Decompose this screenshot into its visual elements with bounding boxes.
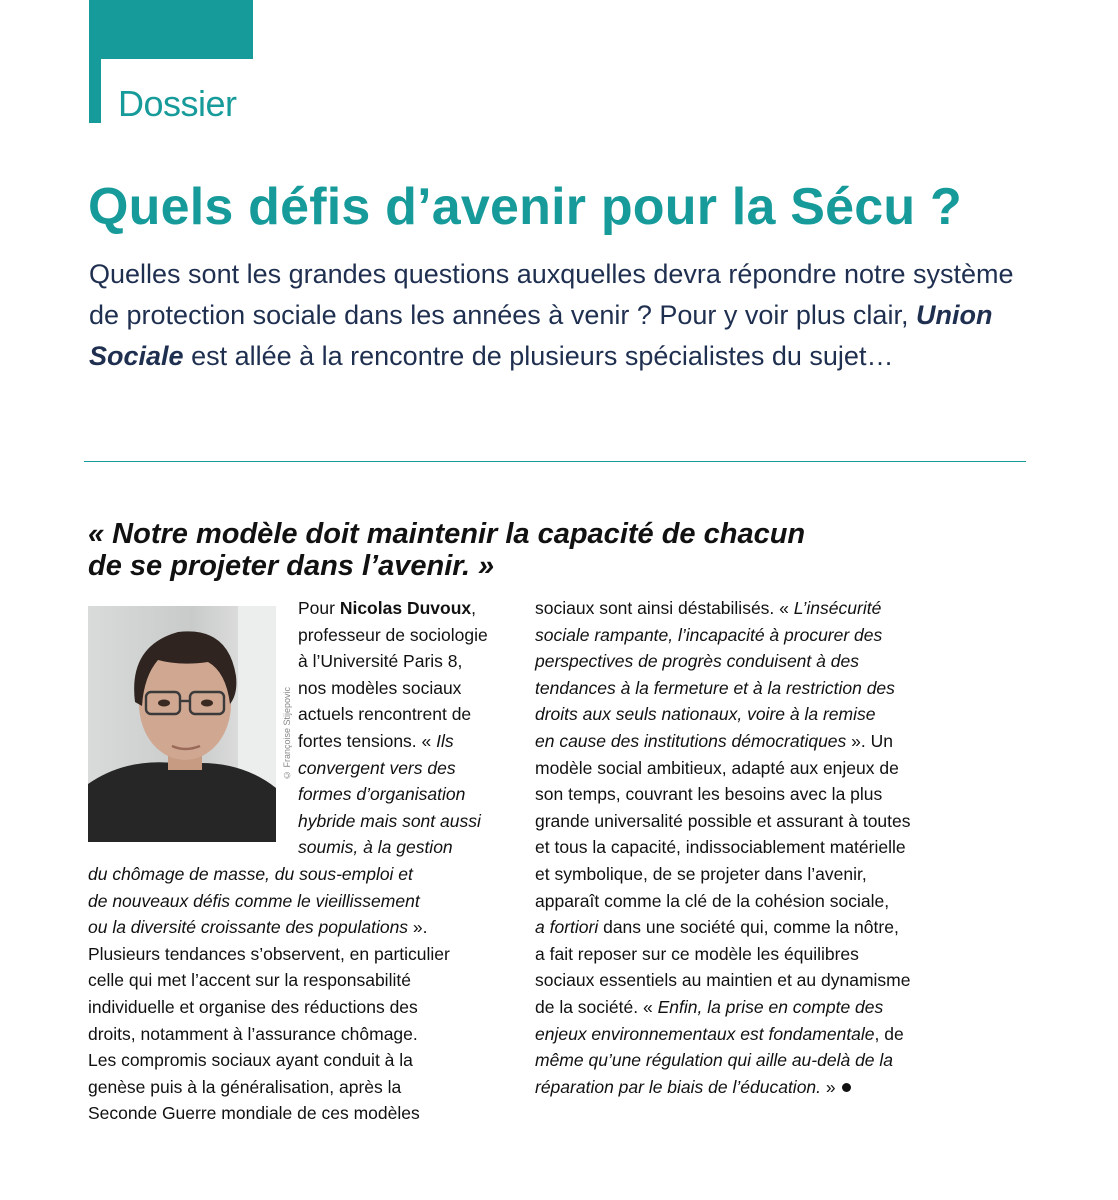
text-line: sociaux essentiels au maintien et au dynamisme <box>535 970 911 991</box>
section-tab-block <box>89 0 253 59</box>
text-line: a fortiori dans une société qui, comme la nôtre, <box>535 917 899 938</box>
text-line: convergent vers des <box>298 757 456 778</box>
text-line: nos modèles sociaux <box>298 677 462 698</box>
text-line: enjeux environnementaux est fondamentale, de <box>535 1023 904 1044</box>
section-tab-bar <box>89 59 101 123</box>
text-line: hybride mais sont aussi <box>298 810 481 831</box>
text-line: sociale rampante, l’incapacité à procurer des <box>535 624 883 645</box>
text-line: Pour Nicolas Duvoux, <box>298 598 476 618</box>
text-line: genèse puis à la généralisation, après la <box>88 1076 402 1097</box>
text-line: et tous la capacité, indissociablement matérielle <box>535 837 906 858</box>
text-line: même qu’une régulation qui aille au-delà de la <box>535 1050 894 1071</box>
text-line: fortes tensions. « Ils <box>298 730 454 751</box>
text-line: tendances à la fermeture et à la restriction des <box>535 677 895 698</box>
text-line: en cause des institutions démocratiques ». Un <box>535 730 893 751</box>
text-line: soumis, à la gestion <box>298 837 453 858</box>
text-line: a fait reposer sur ce modèle les équilibres <box>535 943 859 964</box>
interviewee-name: Nicolas Duvoux <box>339 598 472 618</box>
text-line: droits aux seuls nationaux, voire à la remise <box>535 704 876 725</box>
intro-text-end: est allée à la rencontre de plusieurs spécialistes du sujet… <box>183 341 894 371</box>
text-line: apparaît comme la clé de la cohésion sociale, <box>535 890 890 911</box>
text-line: formes d’organisation <box>298 784 466 805</box>
text-line: de la société. « Enfin, la prise en compte des <box>535 996 884 1017</box>
body-column-right <box>535 595 911 1100</box>
section-label: Dossier <box>118 83 237 124</box>
text-line: son temps, couvrant les besoins avec la plus <box>535 784 883 805</box>
pull-quote-line: de se projeter dans l’avenir. » <box>88 550 495 582</box>
text-line: Les compromis sociaux ayant conduit à la <box>88 1050 413 1071</box>
section-divider <box>84 461 1026 462</box>
text-line: de nouveaux défis comme le vieillissement <box>88 890 420 911</box>
text-line: Plusieurs tendances s’observent, en particulier <box>88 943 450 964</box>
text-line: actuels rencontrent de <box>298 704 472 725</box>
text-line: grande universalité possible et assurant à toutes <box>535 810 911 831</box>
text-line: professeur de sociologie <box>298 624 488 645</box>
body-column-left-upper <box>298 595 488 861</box>
intro-text: Quelles sont les grandes questions auxquelles devra répondre notre système de protection sociale dans les années à venir ? Pour y voir plus clair, <box>89 259 1014 330</box>
portrait-photo <box>88 606 276 842</box>
article-intro <box>89 254 1049 377</box>
text-line: modèle social ambitieux, adapté aux enjeux de <box>535 757 899 778</box>
text-line: Seconde Guerre mondiale de ces modèles <box>88 1103 420 1124</box>
text-line: réparation par le biais de l’éducation. » <box>535 1074 911 1101</box>
publication-name: Union Sociale <box>89 300 993 371</box>
article-title: Quels défis d’avenir pour la Sécu ? <box>88 178 962 236</box>
text-line: ou la diversité croissante des populations ». <box>88 917 428 938</box>
photo-credit: © Françoise Stijepovic <box>282 686 292 780</box>
text-line: sociaux sont ainsi déstabilisés. « L’insécurité <box>535 598 882 618</box>
text-line: et symbolique, de se projeter dans l’avenir, <box>535 863 867 884</box>
text-line: du chômage de masse, du sous-emploi et <box>88 864 413 884</box>
end-of-article-bullet <box>842 1083 851 1092</box>
text-line: celle qui met l’accent sur la responsabilité <box>88 970 411 991</box>
body-column-left-lower <box>88 861 450 1127</box>
pull-quote <box>88 518 805 582</box>
text-line: individuelle et organise des réductions des <box>88 996 418 1017</box>
text-line: perspectives de progrès conduisent à des <box>535 651 859 672</box>
text-line: droits, notamment à l’assurance chômage. <box>88 1023 418 1044</box>
text-line: à l’Université Paris 8, <box>298 651 463 672</box>
pull-quote-line: « Notre modèle doit maintenir la capacité de chacun <box>88 518 806 550</box>
